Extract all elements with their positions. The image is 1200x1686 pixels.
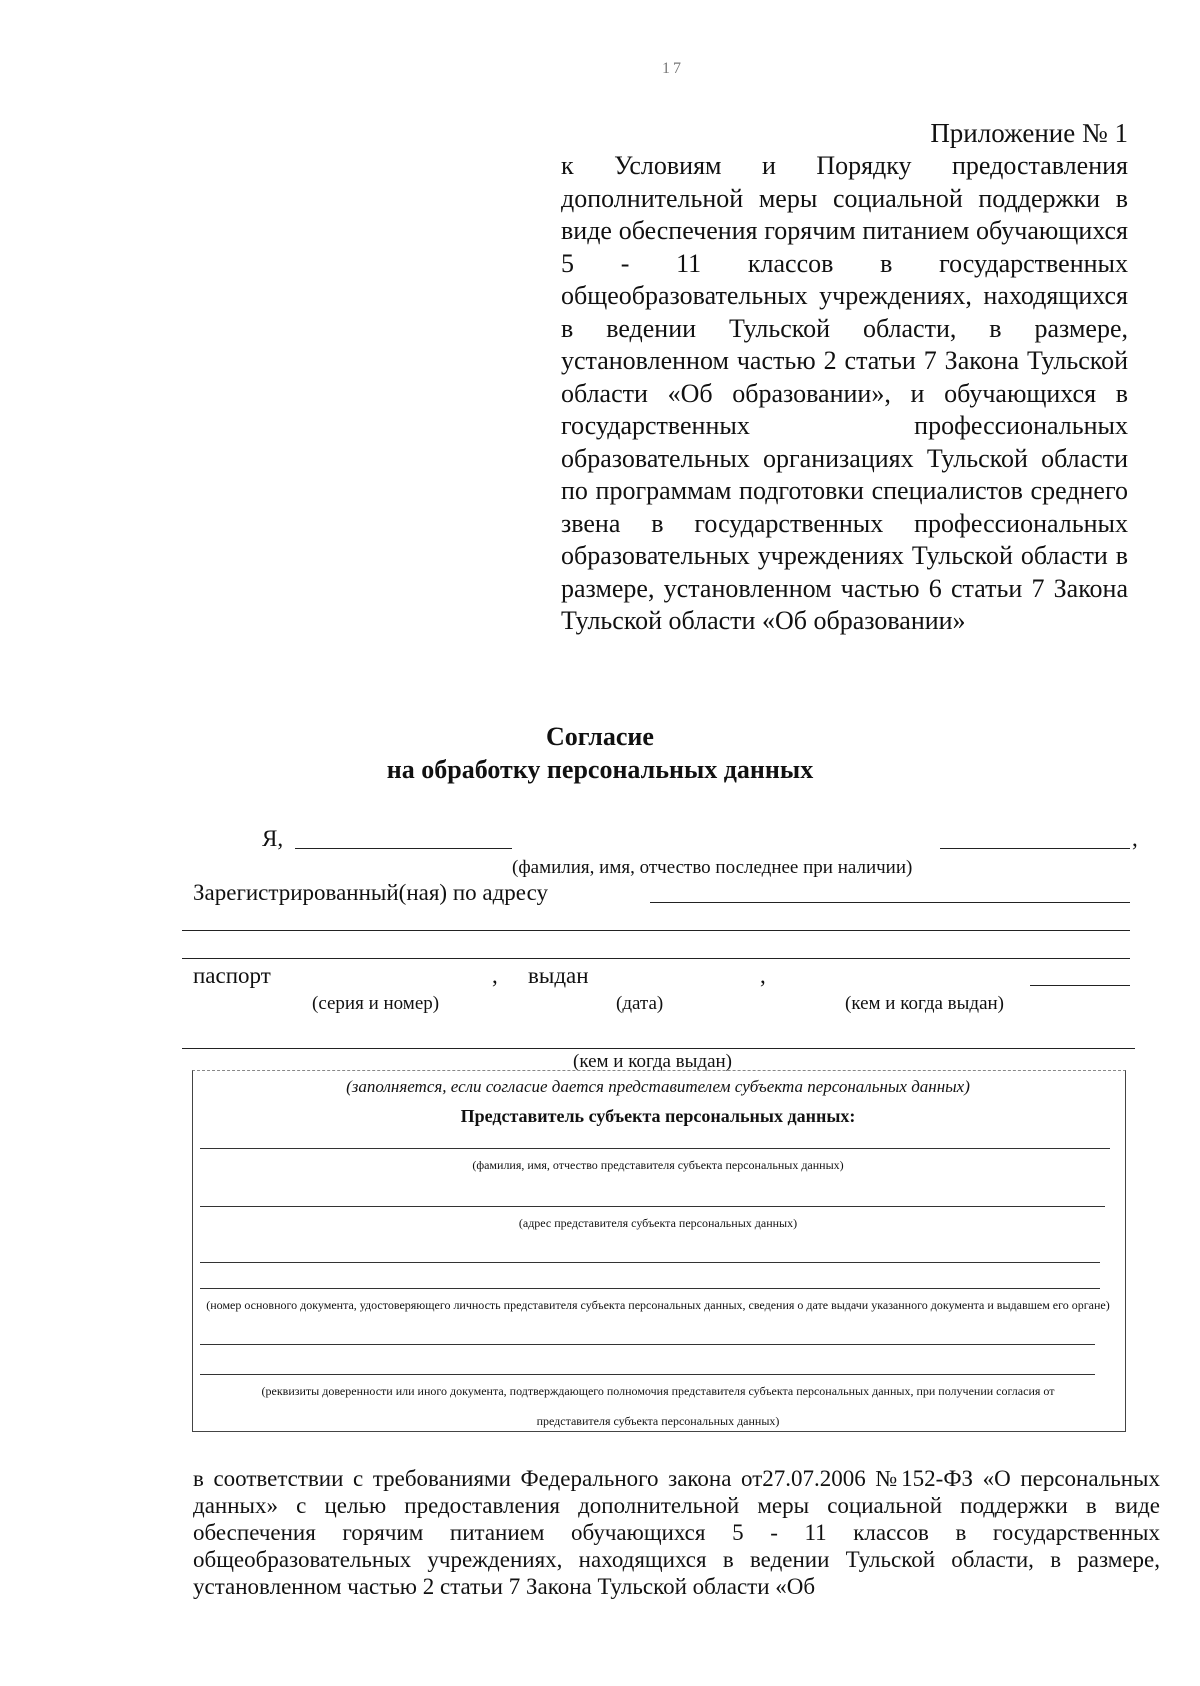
rep-power-caption-2: представителя субъекта персональных данных) bbox=[536, 1414, 780, 1428]
series-caption: (серия и номер) bbox=[312, 993, 440, 1014]
address-line-2 bbox=[182, 930, 1130, 931]
fio-caption: (фамилия, имя, отчество последнее при наличии) bbox=[512, 857, 913, 878]
rep-fio-line bbox=[200, 1148, 1110, 1149]
issuer-line-2 bbox=[182, 1048, 1135, 1049]
rep-doc-line-1 bbox=[200, 1262, 1100, 1263]
rep-address-line bbox=[200, 1206, 1105, 1207]
fio-line-left bbox=[295, 848, 512, 849]
issued-comma: , bbox=[760, 963, 766, 988]
date-caption: (дата) bbox=[616, 993, 664, 1014]
issued-label: выдан bbox=[528, 963, 589, 988]
rep-power-line-1 bbox=[200, 1344, 1095, 1345]
issuer-caption: (кем и когда выдан) bbox=[845, 993, 1005, 1014]
issuer-line bbox=[1030, 985, 1130, 986]
address-line-3 bbox=[182, 958, 1130, 959]
rep-power-line-2 bbox=[200, 1374, 1095, 1375]
representative-note: (заполняется, если согласие дается представителем субъекта персональных данных) bbox=[346, 1077, 970, 1096]
appendix-body: к Условиям и Порядку предоставления дополнительной меры социальной поддержки в виде обеспечения горячим питанием обучающихся 5 - 11 классов в государственных общеобразовательных учреждениях, находящихся в ведении Тульской области, в размере, установленном частью 2 статьи 7 Закона Тульской области «Об образовании», и обучающихся в государственных профессиональных образовательных организациях Тульской области по программам подготовки специалистов среднего звена в государственных профессиональных образовательных учреждениях Тульской области в размере, установленном частью 6 статьи 7 Закона Тульской области «Об образовании» bbox=[561, 151, 1128, 635]
passport-comma: , bbox=[492, 963, 498, 988]
rep-power-caption: (реквизиты доверенности или иного документа, подтверждающего полномочия представителя субъекта персональных данных, при получении согласия от bbox=[261, 1384, 1055, 1398]
rep-doc-caption: (номер основного документа, удостоверяющего личность представителя субъекта персональных данных, сведения о дате выдачи указанного документа и выдавшем его органе) bbox=[206, 1298, 1110, 1312]
page-number: 17 bbox=[662, 60, 684, 77]
rep-doc-line-2 bbox=[200, 1288, 1100, 1289]
passport-label: паспорт bbox=[193, 963, 271, 988]
appendix-title: Приложение № 1 bbox=[930, 118, 1128, 148]
fio-line-right bbox=[940, 848, 1130, 849]
issuer-caption-2: (кем и когда выдан) bbox=[573, 1051, 733, 1072]
ya-label: Я, bbox=[262, 826, 284, 851]
address-label: Зарегистрированный(ная) по адресу bbox=[193, 880, 548, 905]
fio-comma: , bbox=[1132, 826, 1138, 851]
rep-fio-caption: (фамилия, имя, отчество представителя субъекта персональных данных) bbox=[472, 1158, 844, 1172]
consent-subtitle: на обработку персональных данных bbox=[386, 755, 814, 784]
consent-paragraph: в соответствии с требованиями Федерального закона от27.07.2006 №152-ФЗ «О персональных данных» с целью предоставления дополнительной меры социальной поддержки в виде обеспечения горячим питанием обучающихся 5 - 11 классов в государственных общеобразовательных учреждениях, находящихся в ведении Тульской области, в размере, установленном частью 2 статьи 7 Закона Тульской области «Об bbox=[193, 1466, 1160, 1599]
consent-title: Согласие bbox=[546, 722, 654, 751]
address-line-1 bbox=[650, 902, 1130, 903]
representative-title: Представитель субъекта персональных данных: bbox=[460, 1106, 856, 1126]
rep-address-caption: (адрес представителя субъекта персональных данных) bbox=[518, 1216, 798, 1230]
